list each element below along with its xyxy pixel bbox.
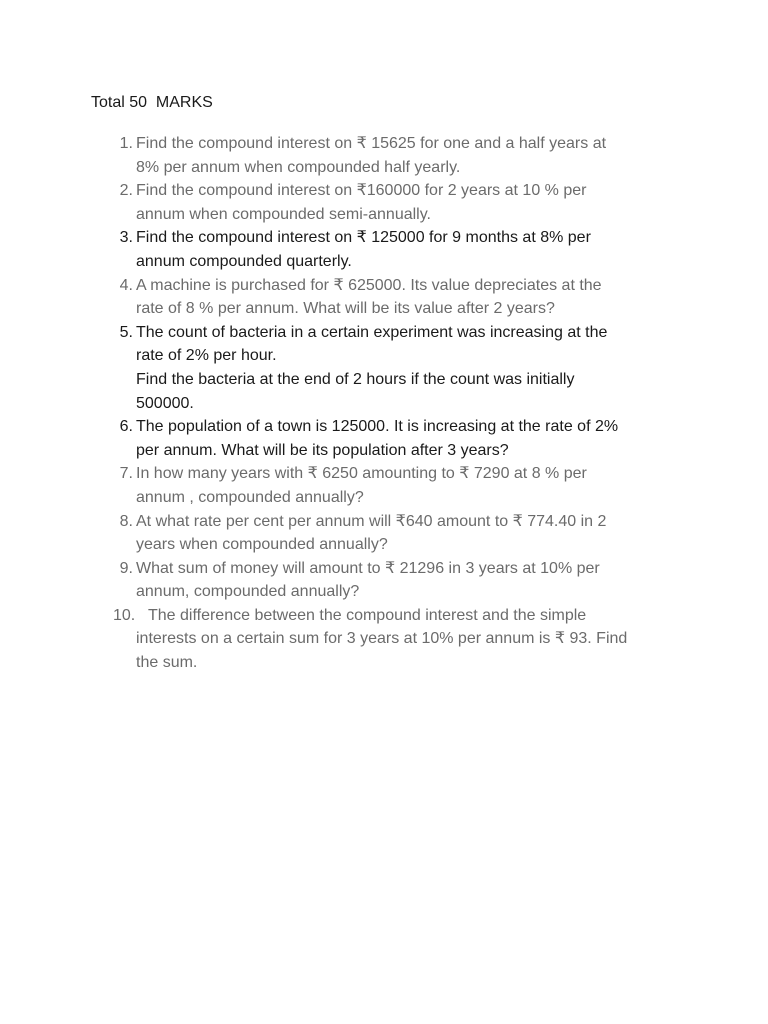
question-number: 6. [119,418,133,436]
question-7 [107,462,707,509]
question-text-line: What sum of money will amount to ₹ 21296 in 3 years at 10% per [136,559,600,577]
question-number: 4. [119,276,133,294]
question-text-line: Find the compound interest on ₹160000 for 2 years at 10 % per [136,182,587,200]
question-text-line: The population of a town is 125000. It is increasing at the rate of 2% [136,418,619,436]
question-text-line: At what rate per cent per annum will ₹640 amount to ₹ 774.40 in 2 [136,512,607,530]
question-10 [107,604,707,675]
question-text-line: years when compounded annually? [136,536,388,554]
question-9 [107,557,707,604]
question-text-line: In how many years with ₹ 6250 amounting to ₹ 7290 at 8 % per [136,465,587,483]
question-text-line: A machine is purchased for ₹ 625000. Its value depreciates at the [136,276,602,294]
question-4 [107,274,707,321]
question-number: 8. [119,512,133,530]
question-text-line: interests on a certain sum for 3 years at 10% per annum is ₹ 93. Find [136,630,628,648]
question-text-line: 8% per annum when compounded half yearly. [136,158,461,176]
question-text-line: rate of 2% per hour. [136,347,277,365]
question-1 [107,132,707,179]
question-number: 9. [119,559,133,577]
question-text-line: per annum. What will be its population after 3 years? [136,441,509,459]
question-text-line: Find the bacteria at the end of 2 hours if the count was initially [136,370,575,388]
question-number: 7. [119,465,133,483]
question-text-line: 500000. [136,394,194,412]
question-text-line: Find the compound interest on ₹ 125000 for 9 months at 8% per [136,229,591,247]
question-text-line: annum, compounded annually? [136,583,360,601]
question-list [107,132,707,675]
question-text-line: The difference between the compound interest and the simple [148,606,587,624]
question-text-line: the sum. [136,654,198,672]
question-3 [107,226,707,273]
question-text-line: annum compounded quarterly. [136,252,352,270]
total-marks-header: Total 50 MARKS [91,94,213,111]
question-8 [107,510,707,557]
question-number: 2. [119,182,133,200]
question-number: 1. [119,135,133,152]
question-number: 3. [119,229,133,247]
question-text-line: annum , compounded annually? [136,488,364,506]
question-text-line: The count of bacteria in a certain experiment was increasing at the [136,323,608,341]
question-text-line: annum when compounded semi-annually. [136,205,431,223]
question-2 [107,179,707,226]
question-6 [107,415,707,462]
question-number: 10. [113,606,136,624]
question-5 [107,321,707,415]
question-text-line: Find the compound interest on ₹ 15625 for one and a half years at [136,135,607,152]
question-number: 5. [119,323,133,341]
question-text-line: rate of 8 % per annum. What will be its value after 2 years? [136,300,555,318]
